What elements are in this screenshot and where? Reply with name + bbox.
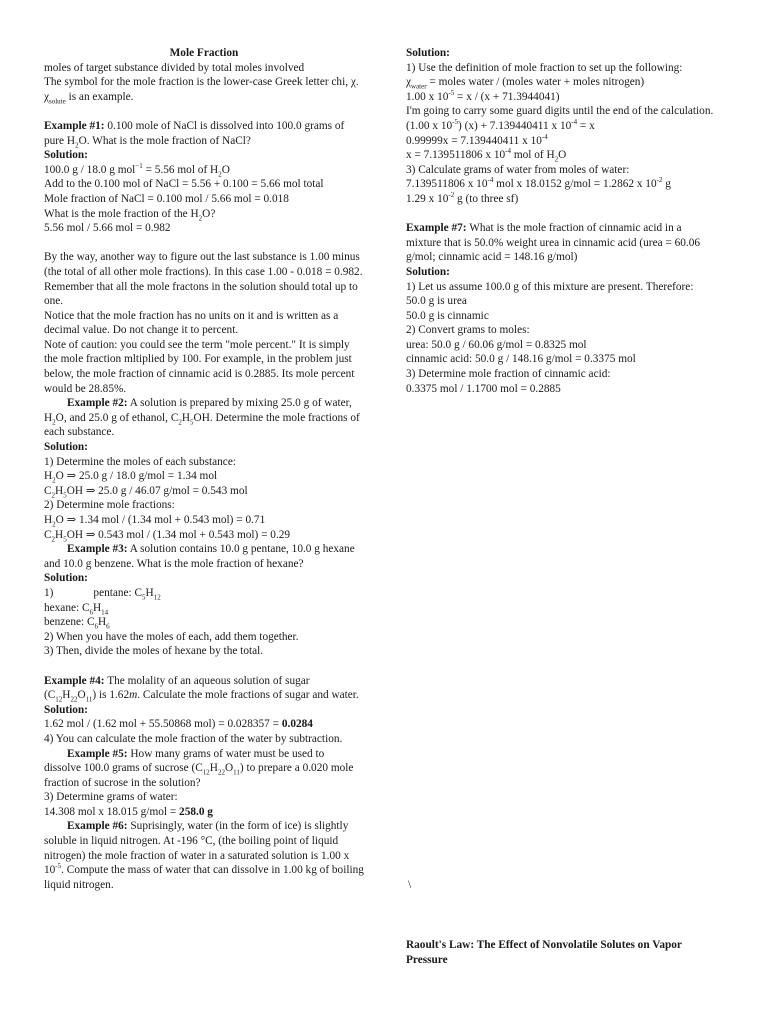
example-6-solution-label: Solution: [406, 47, 450, 59]
example-4-question: Example #4: The molality of an aqueous solution of sugar $(C_{12}H_{22}O_{11})$ is 1.62m. Calculate the mole fractions of sugar and water. [44, 674, 359, 704]
example-2-step: 2) Determine mole fractions: [44, 499, 175, 512]
example-7-step: 1) Let us assume 100.0 g of this mixture are present. Therefore: [406, 280, 694, 293]
example-6-step: $\chi_{water}$ = moles water / (moles water + moles nitrogen) [406, 76, 645, 91]
example-3-step: hexane: $C_6H_{14}$ [44, 601, 109, 616]
example-6-question: Example #6: Suprisingly, water (in the form of ice) is slightly soluble in liquid nitrogen. At -196 °C, (the boiling point of liquid nitrogen) the mole fraction of water in a saturated solution is 1.00 x $10^{-5}$. Compute the mass of water that can dissolve in 1.00 kg of boiling liquid nitrogen. [44, 820, 364, 891]
page-title: Mole Fraction [169, 47, 239, 59]
example-7-step: 50.0 g is cinnamic [406, 309, 489, 322]
example-3-solution-label: Solution: [44, 572, 88, 585]
by-the-way-paragraph: By the way, another way to figure out the last substance is 1.00 minus (the total of all other mole fractions). In this case 1.00 - 0.018 = 0.982. Remember that all the mole fractons in the solution should total up to one. [44, 251, 363, 308]
example-5-step: 3) Determine grams of water: [44, 791, 178, 804]
definition-symbol-line: The symbol for the mole fraction is the lower-case Greek letter chi, χ. $\chi_{solute}$ is an example. [44, 76, 359, 106]
example-1-step: Add to the 0.100 mol of NaCl = 5.56 + 0.100 = 5.66 mol total [44, 178, 324, 191]
example-2-step: 1) Determine the moles of each substance: [44, 455, 236, 468]
example-3-step: 2) When you have the moles of each, add them together. [44, 630, 299, 643]
example-2-step: $C_2H_5OH$ ⇒ 25.0 g / 46.07 g/mol = 0.543 mol [44, 484, 248, 500]
caution-paragraph: Note of caution: you could see the term "mole percent." It is simply the mole fraction mltiplied by 100. For example, in the problem just below, the mole fraction of cinnamic acid is 0.2885. Its mole percent would be 28.85%. [44, 338, 355, 395]
example-1-step: 5.56 mol / 5.66 mol = 0.982 [44, 222, 171, 235]
example-4-step: 1.62 mol / (1.62 mol + 55.50868 mol) = 0.028357 = 0.0284 [44, 718, 313, 731]
example-6-step: 7.139511806 x $10^{-4}$ mol x 18.0152 g/mol = 1.2862 x $10^{-2}$ g [406, 176, 671, 191]
example-1-question: Example #1: 0.100 mole of NaCl is dissolved into 100.0 grams of pure $H_2O$. What is the mole fraction of NaCl? [44, 119, 345, 149]
example-7-step: 50.0 g is urea [406, 295, 467, 308]
example-3-step: 3) Then, divide the moles of hexane by the total. [44, 645, 264, 658]
example-7-solution-label: Solution: [406, 265, 450, 278]
example-6-step: 1.29 x $10^{-2}$ g (to three sf) [406, 191, 519, 205]
example-6-step: (1.00 x $10^{-5}$) (x) + 7.139440411 x $10^{-4} = x$ [406, 118, 595, 132]
example-7-step: 2) Convert grams to moles: [406, 324, 530, 337]
example-1-step: What is the mole fraction of the $H_2O$? [44, 207, 216, 222]
section-heading-raoults-law: Raoult's Law: The Effect of Nonvolatile Solutes on Vapor Pressure [406, 939, 682, 966]
example-3-step: benzene: $C_6H_6$ [44, 616, 110, 631]
example-2-step: $H_2O$ ⇒ 1.34 mol / (1.34 mol + 0.543 mol) = 0.71 [44, 514, 266, 529]
example-1-step: Mole fraction of NaCl = 0.100 mol / 5.66 mol = 0.018 [44, 192, 289, 205]
example-7-question: Example #7: What is the mole fraction of cinnamic acid in a mixture that is 50.0% weight urea in cinnamic acid (urea = 60.06 g/mol; cinnamic acid = 148.16 g/mol) [406, 222, 701, 264]
notice-paragraph: Notice that the mole fraction has no units on it and is written as a decimal value. Do not change it to percent. [44, 309, 339, 337]
example-6-step: I'm going to carry some guard digits until the end of the calculation. [406, 105, 714, 118]
example-3-question: Example #3: A solution contains 10.0 g pentane, 10.0 g hexane and 10.0 g benzene. What is the mole fraction of hexane? [44, 543, 355, 570]
definition-line: moles of target substance divided by total moles involved [44, 61, 305, 74]
example-7-step: 3) Determine mole fraction of cinnamic acid: [406, 368, 611, 381]
example-6-step: 1.00 x $10^{-5} = x / (x + 71.3944041)$ [406, 89, 560, 103]
example-2-solution-label: Solution: [44, 441, 88, 454]
example-2-step: $H_2O$ ⇒ 25.0 g / 18.0 g/mol = 1.34 mol [44, 470, 218, 485]
right-column [406, 46, 718, 396]
example-2-question: Example #2: A solution is prepared by mixing 25.0 g of water, $H_2O$, and 25.0 g of ethanol, $C_2H_5OH$. Determine the mole fractions of each substance. [44, 397, 360, 439]
example-7-step: 0.3375 mol / 1.1700 mol = 0.2885 [406, 382, 561, 395]
example-2-step: $C_2H_5OH$ ⇒ 0.543 mol / (1.34 mol + 0.543 mol) = 0.29 [44, 528, 291, 543]
example-6-step: x = 7.139511806 x $10^{-4}$ mol of $H_2O$ [406, 147, 567, 164]
example-4-solution-label: Solution: [44, 703, 88, 716]
example-4-step: 4) You can calculate the mole fraction of the water by subtraction. [44, 732, 343, 745]
example-1-step: 100.0 g / 18.0 g mol$^{-1}$ = 5.56 mol of $H_2O$ [44, 161, 230, 178]
example-6-step: 3) Calculate grams of water from moles of water: [406, 163, 630, 176]
example-3-step: 1) pentane: $C_5H_{12}$ [44, 586, 161, 602]
example-5-question: Example #5: How many grams of water must be used to dissolve 100.0 grams of sucrose $(C_{12}H_{22}O_{11})$ to prepare a 0.020 mole fraction of sucrose in the solution? [44, 747, 354, 789]
example-6-step: 0.99999x = 7.139440411 x $10^{-4}$ [406, 132, 548, 147]
example-5-step: 14.308 mol x 18.015 g/mol = 258.0 g [44, 805, 213, 818]
left-column [44, 46, 364, 892]
example-7-step: cinnamic acid: 50.0 g / 148.16 g/mol = 0.3375 mol [406, 353, 636, 366]
example-6-step: 1) Use the definition of mole fraction to set up the following: [406, 61, 683, 74]
example-1-solution-label: Solution: [44, 149, 88, 162]
example-7-step: urea: 50.0 g / 60.06 g/mol = 0.8325 mol [406, 338, 587, 351]
stray-backslash: \ [408, 879, 412, 891]
